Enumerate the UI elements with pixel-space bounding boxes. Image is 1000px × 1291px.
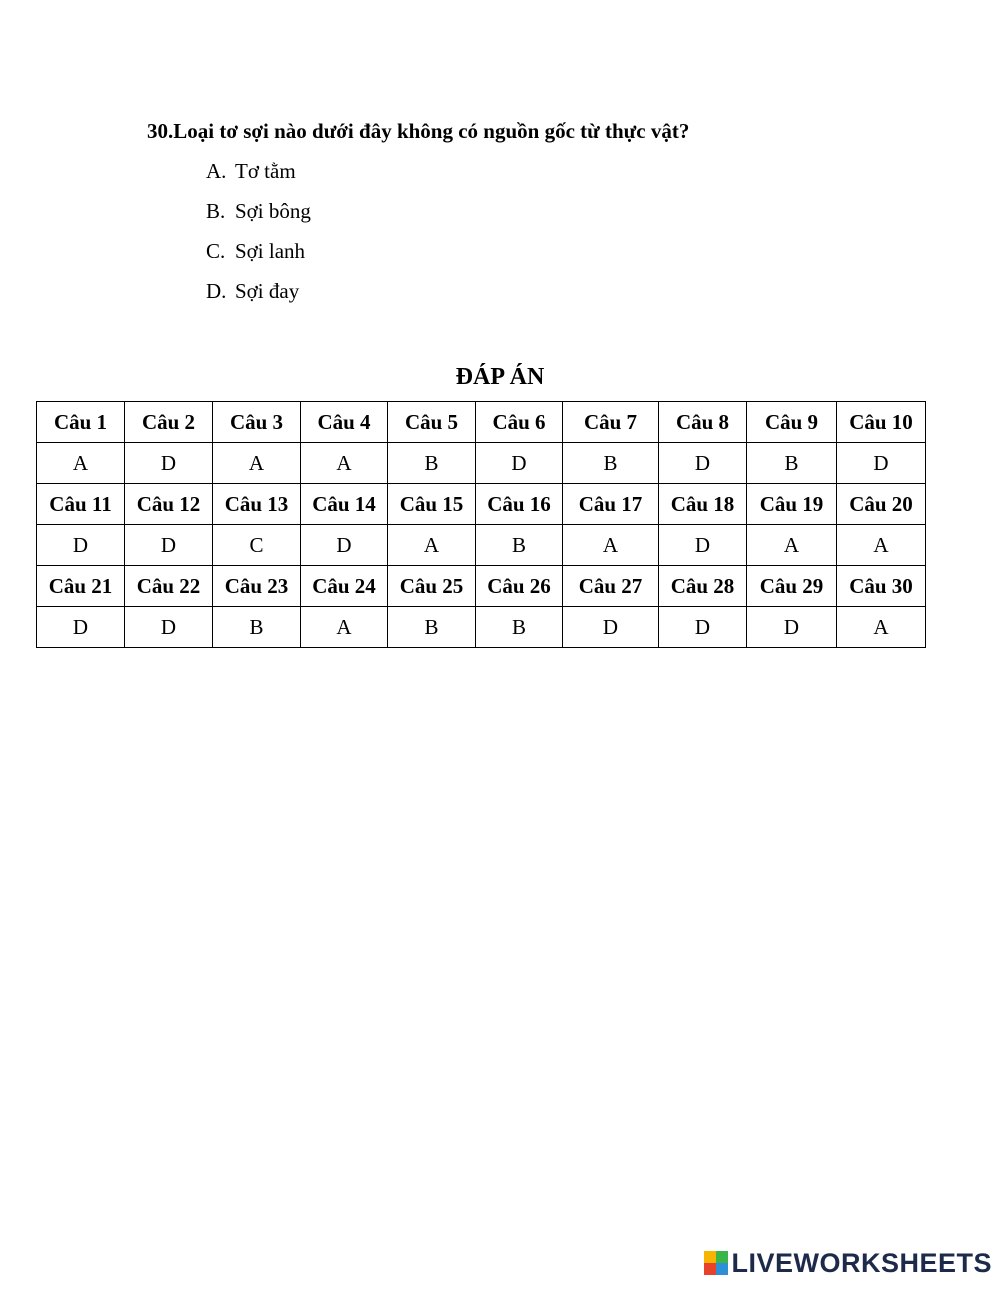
answer-cell: A: [301, 607, 388, 648]
option-letter: D.: [206, 279, 227, 303]
question-block: [147, 117, 690, 303]
question-number-cell: Câu 9: [747, 402, 837, 443]
option-text: Sợi bông: [235, 199, 311, 223]
logo-square: [704, 1251, 716, 1263]
option-text: Sợi lanh: [235, 239, 306, 263]
question-number-cell: Câu 23: [213, 566, 301, 607]
question-number-cell: Câu 21: [37, 566, 125, 607]
question-number-cell: Câu 30: [837, 566, 926, 607]
question-number-row: [37, 566, 926, 607]
answer-cell: B: [388, 443, 476, 484]
answer-cell: D: [659, 607, 747, 648]
question-number-cell: Câu 22: [125, 566, 213, 607]
option-a: [206, 157, 311, 197]
question-number-cell: Câu 8: [659, 402, 747, 443]
question-number-cell: Câu 12: [125, 484, 213, 525]
question-number-cell: Câu 24: [301, 566, 388, 607]
question-number-cell: Câu 27: [563, 566, 659, 607]
answer-options: [206, 157, 311, 317]
logo-square: [704, 1263, 716, 1275]
question-number-cell: Câu 18: [659, 484, 747, 525]
answer-key-title: ĐÁP ÁN: [455, 364, 545, 390]
answer-cell: B: [476, 607, 563, 648]
option-text: Tơ tằm: [235, 159, 296, 183]
option-text: Sợi đay: [235, 279, 300, 303]
option-c: [206, 237, 311, 277]
answer-cell: D: [125, 607, 213, 648]
answer-cell: A: [388, 525, 476, 566]
answer-cell: A: [301, 443, 388, 484]
answer-row: [37, 443, 926, 484]
answer-cell: B: [747, 443, 837, 484]
answer-cell: B: [563, 443, 659, 484]
answer-cell: B: [213, 607, 301, 648]
option-letter: C.: [206, 239, 226, 263]
answer-cell: D: [125, 443, 213, 484]
question-number-cell: Câu 16: [476, 484, 563, 525]
question-number-cell: Câu 2: [125, 402, 213, 443]
answer-cell: D: [37, 607, 125, 648]
question-number-cell: Câu 7: [563, 402, 659, 443]
question-number-cell: Câu 29: [747, 566, 837, 607]
question-number-cell: Câu 3: [213, 402, 301, 443]
logo-square: [716, 1263, 728, 1275]
question-number-cell: Câu 19: [747, 484, 837, 525]
answer-row: [37, 607, 926, 648]
answer-cell: C: [213, 525, 301, 566]
liveworksheets-watermark: [704, 1249, 992, 1277]
answer-cell: D: [563, 607, 659, 648]
liveworksheets-logo-icon: [704, 1251, 728, 1275]
answer-row: [37, 525, 926, 566]
answer-cell: A: [37, 443, 125, 484]
question-number-cell: Câu 20: [837, 484, 926, 525]
question-number-cell: Câu 25: [388, 566, 476, 607]
answer-cell: D: [125, 525, 213, 566]
answer-cell: D: [659, 525, 747, 566]
answer-cell: B: [476, 525, 563, 566]
watermark-text: LIVEWORKSHEETS: [731, 1248, 992, 1278]
question-number-cell: Câu 1: [37, 402, 125, 443]
answer-cell: A: [563, 525, 659, 566]
answer-cell: D: [747, 607, 837, 648]
answer-key-table: [36, 401, 926, 648]
question-number-cell: Câu 5: [388, 402, 476, 443]
answer-cell: D: [659, 443, 747, 484]
question-number-cell: Câu 6: [476, 402, 563, 443]
answer-cell: D: [37, 525, 125, 566]
answer-cell: A: [837, 525, 926, 566]
answer-cell: A: [213, 443, 301, 484]
question-number-cell: Câu 13: [213, 484, 301, 525]
question-number-cell: Câu 15: [388, 484, 476, 525]
answer-cell: A: [747, 525, 837, 566]
question-number-cell: Câu 28: [659, 566, 747, 607]
option-b: [206, 197, 311, 237]
logo-square: [716, 1251, 728, 1263]
question-number-cell: Câu 26: [476, 566, 563, 607]
question-number-cell: Câu 14: [301, 484, 388, 525]
option-letter: B.: [206, 199, 226, 223]
answer-cell: D: [301, 525, 388, 566]
answer-cell: D: [476, 443, 563, 484]
question-number-row: [37, 402, 926, 443]
question-number-row: [37, 484, 926, 525]
question-number-cell: Câu 11: [37, 484, 125, 525]
question-number-cell: Câu 4: [301, 402, 388, 443]
option-d: [206, 277, 311, 317]
answer-cell: A: [837, 607, 926, 648]
question-title: 30.Loại tơ sợi nào dưới đây không có nguồn gốc từ thực vật?: [147, 119, 690, 143]
answer-cell: B: [388, 607, 476, 648]
question-number-cell: Câu 10: [837, 402, 926, 443]
option-letter: A.: [206, 159, 227, 183]
question-number-cell: Câu 17: [563, 484, 659, 525]
answer-cell: D: [837, 443, 926, 484]
